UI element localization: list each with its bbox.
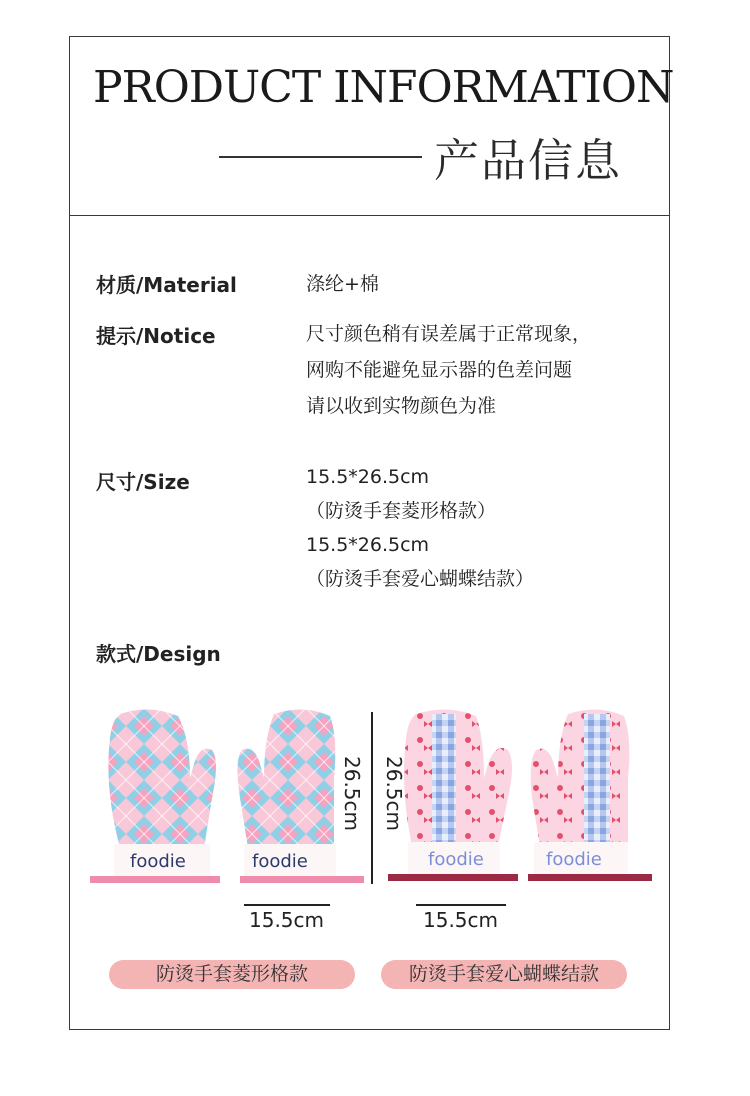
- brand-text: foodie: [546, 849, 602, 870]
- brand-text: foodie: [428, 849, 484, 870]
- size-value: [306, 459, 534, 595]
- width-dimension-line-a: [244, 904, 330, 906]
- variant-b-badge: 防烫手套爱心蝴蝶结款: [381, 960, 627, 989]
- notice-value: [306, 316, 591, 424]
- variant-a-badge: 防烫手套菱形格款: [109, 960, 355, 989]
- material-value: 涤纶+棉: [306, 273, 379, 295]
- width-label-b: 15.5cm: [423, 908, 499, 932]
- title-chinese: 产品信息: [434, 134, 623, 187]
- notice-label: 提示/Notice: [96, 324, 216, 348]
- heart-bow-mitt-front-image: [528, 708, 652, 888]
- title-english: PRODUCT INFORMATION: [93, 62, 674, 113]
- size-line: 15.5*26.5cm: [306, 466, 430, 488]
- material-label: 材质/Material: [96, 273, 237, 297]
- height-label-a: 26.5cm: [340, 756, 364, 832]
- brand-text: foodie: [130, 851, 186, 872]
- heart-bow-mitt-back-image: [388, 708, 518, 888]
- size-label: 尺寸/Size: [96, 470, 190, 494]
- height-label-b: 26.5cm: [382, 756, 406, 832]
- height-dimension-line: [371, 712, 373, 884]
- header-divider: [69, 215, 670, 216]
- brand-text: foodie: [252, 851, 308, 872]
- width-label-a: 15.5cm: [249, 908, 325, 932]
- size-line: （防烫手套菱形格款）: [306, 500, 497, 522]
- notice-line: 尺寸颜色稍有误差属于正常现象，: [306, 323, 592, 345]
- size-line: （防烫手套爱心蝴蝶结款）: [306, 568, 535, 590]
- design-label: 款式/Design: [96, 642, 221, 666]
- size-line: 15.5*26.5cm: [306, 534, 430, 556]
- notice-line: 网购不能避免显示器的色差问题: [306, 359, 573, 381]
- width-dimension-line-b: [416, 904, 506, 906]
- title-rule: [219, 156, 422, 158]
- argyle-mitt-back-image: [90, 708, 220, 888]
- notice-line: 请以收到实物颜色为准: [306, 395, 497, 417]
